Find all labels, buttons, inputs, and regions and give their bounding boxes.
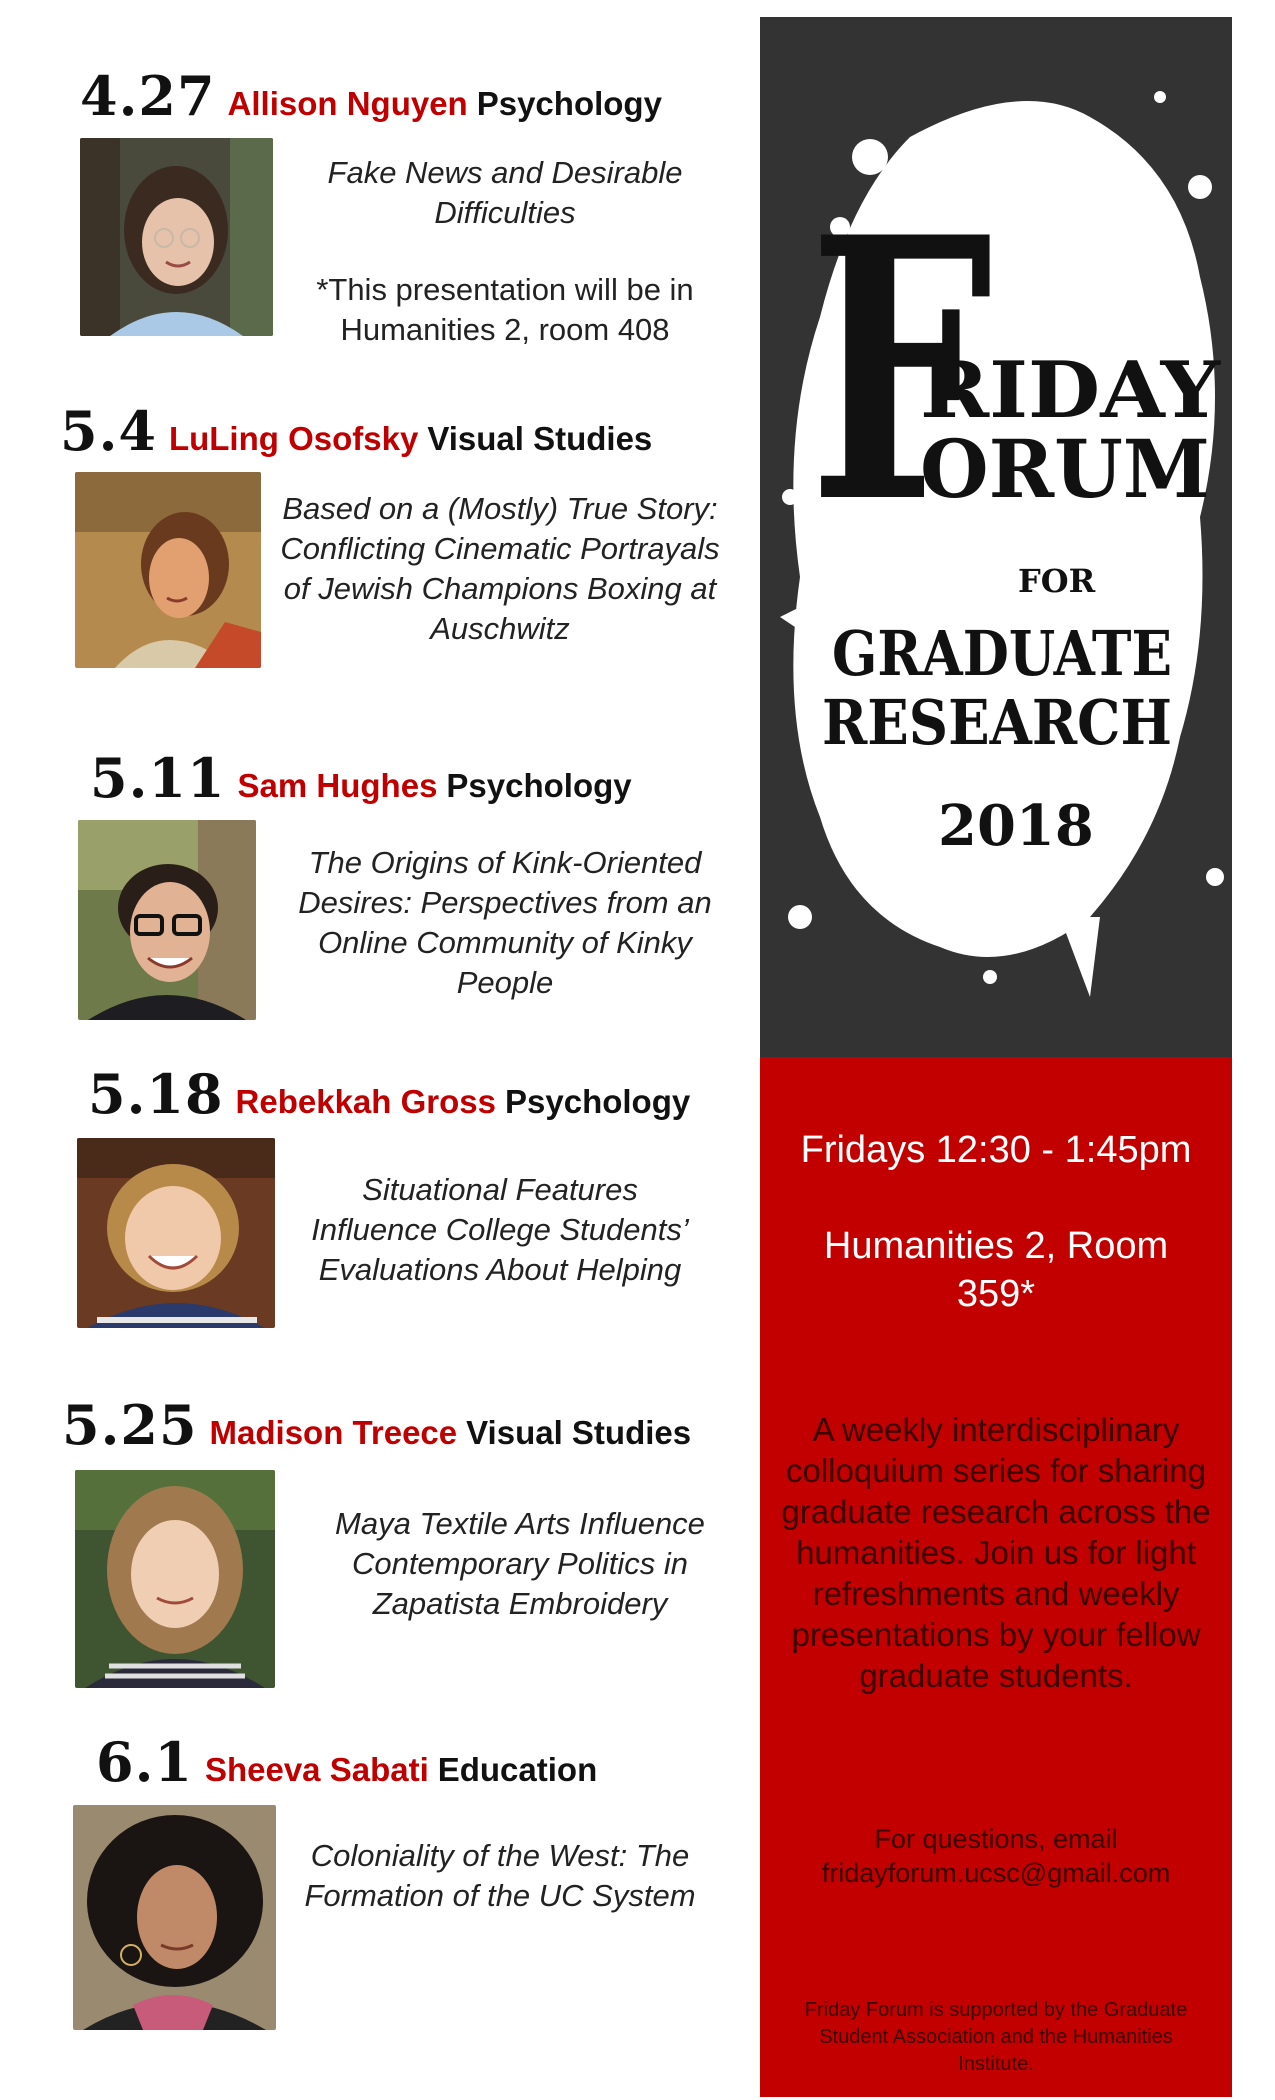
speaker-photo: [77, 1138, 275, 1328]
speaker-photo: [78, 820, 256, 1020]
speaker-department: Visual Studies: [427, 420, 653, 457]
logo-word-orum: ORUM: [920, 422, 1210, 516]
talk-title: Coloniality of the West: The Formation of the UC System: [304, 1838, 696, 1913]
series-description: A weekly interdisciplinary colloquium series for sharing graduate research across the humanities. Join us for light refreshments and weekly presentations by your fellow graduate students.: [781, 1411, 1211, 1694]
speaker-department: Psychology: [476, 85, 662, 122]
logo-word-research: RESEARCH: [822, 686, 1172, 759]
talk-date: 6.1: [96, 1730, 193, 1794]
talk-date: 5.4: [60, 399, 157, 463]
event-info-panel: [760, 1057, 1232, 2097]
speaker-name: Allison Nguyen: [227, 85, 468, 122]
contact-email[interactable]: For questions, email fridayforum.ucsc@gmail.com: [821, 1824, 1171, 1888]
talk-heading: [90, 746, 632, 810]
poster-logo-panel: [760, 17, 1232, 1057]
logo-word-riday: RIDAY: [920, 345, 1222, 436]
meeting-time: Fridays 12:30 - 1:45pm: [800, 1129, 1192, 1171]
talk-title: Situational Features Influence College Students’ Evaluations About Helping: [311, 1172, 689, 1287]
talk-date: 5.18: [88, 1062, 224, 1126]
speaker-photo: [75, 472, 261, 668]
speaker-name: LuLing Osofsky: [168, 420, 419, 457]
speaker-department: Psychology: [446, 767, 632, 804]
logo-letter-f: F: [808, 158, 993, 582]
speaker-name: Sam Hughes: [237, 767, 438, 804]
speaker-photo: [80, 138, 273, 336]
speaker-department: Visual Studies: [466, 1414, 692, 1451]
splatter-background: [760, 17, 1232, 1057]
talk-date: 5.11: [90, 746, 226, 810]
speaker-photo: [73, 1805, 276, 2030]
talk-date: 4.27: [80, 64, 216, 128]
talk-date: 5.25: [62, 1393, 198, 1457]
speaker-department: Psychology: [505, 1083, 691, 1120]
talk-title: The Origins of Kink-Oriented Desires: Perspectives from an Online Community of Kinky People: [298, 845, 712, 1000]
meeting-room: Humanities 2, Room 359*: [823, 1225, 1169, 1315]
talk-heading: [80, 64, 662, 128]
talk-title: Fake News and Desirable Difficulties: [327, 155, 683, 230]
talk-heading: [96, 1730, 597, 1794]
logo-word-graduate: GRADUATE: [832, 617, 1172, 690]
speaker-department: Education: [437, 1751, 598, 1788]
talk-heading: [62, 1393, 691, 1457]
speaker-photo: [75, 1470, 275, 1688]
talk-heading: [60, 399, 652, 463]
sponsor-note: Friday Forum is supported by the Graduate Student Association and the Humanities Institute.: [804, 1999, 1188, 2075]
speaker-name: Sheeva Sabati: [204, 1751, 429, 1788]
talk-title: Based on a (Mostly) True Story: Conflicting Cinematic Portrayals of Jewish Champions Boxing at Auschwitz: [280, 491, 720, 646]
logo-year: 2018: [938, 793, 1094, 859]
speaker-name: Rebekkah Gross: [235, 1083, 496, 1120]
talk-heading: [88, 1062, 690, 1126]
speaker-name: Madison Treece: [209, 1414, 458, 1451]
logo-word-for: FOR: [1018, 562, 1096, 600]
talk-title: Maya Textile Arts Influence Contemporary Politics in Zapatista Embroidery: [335, 1506, 705, 1621]
talk-location-note: *This presentation will be in Humanities 2, room 408: [316, 272, 694, 347]
